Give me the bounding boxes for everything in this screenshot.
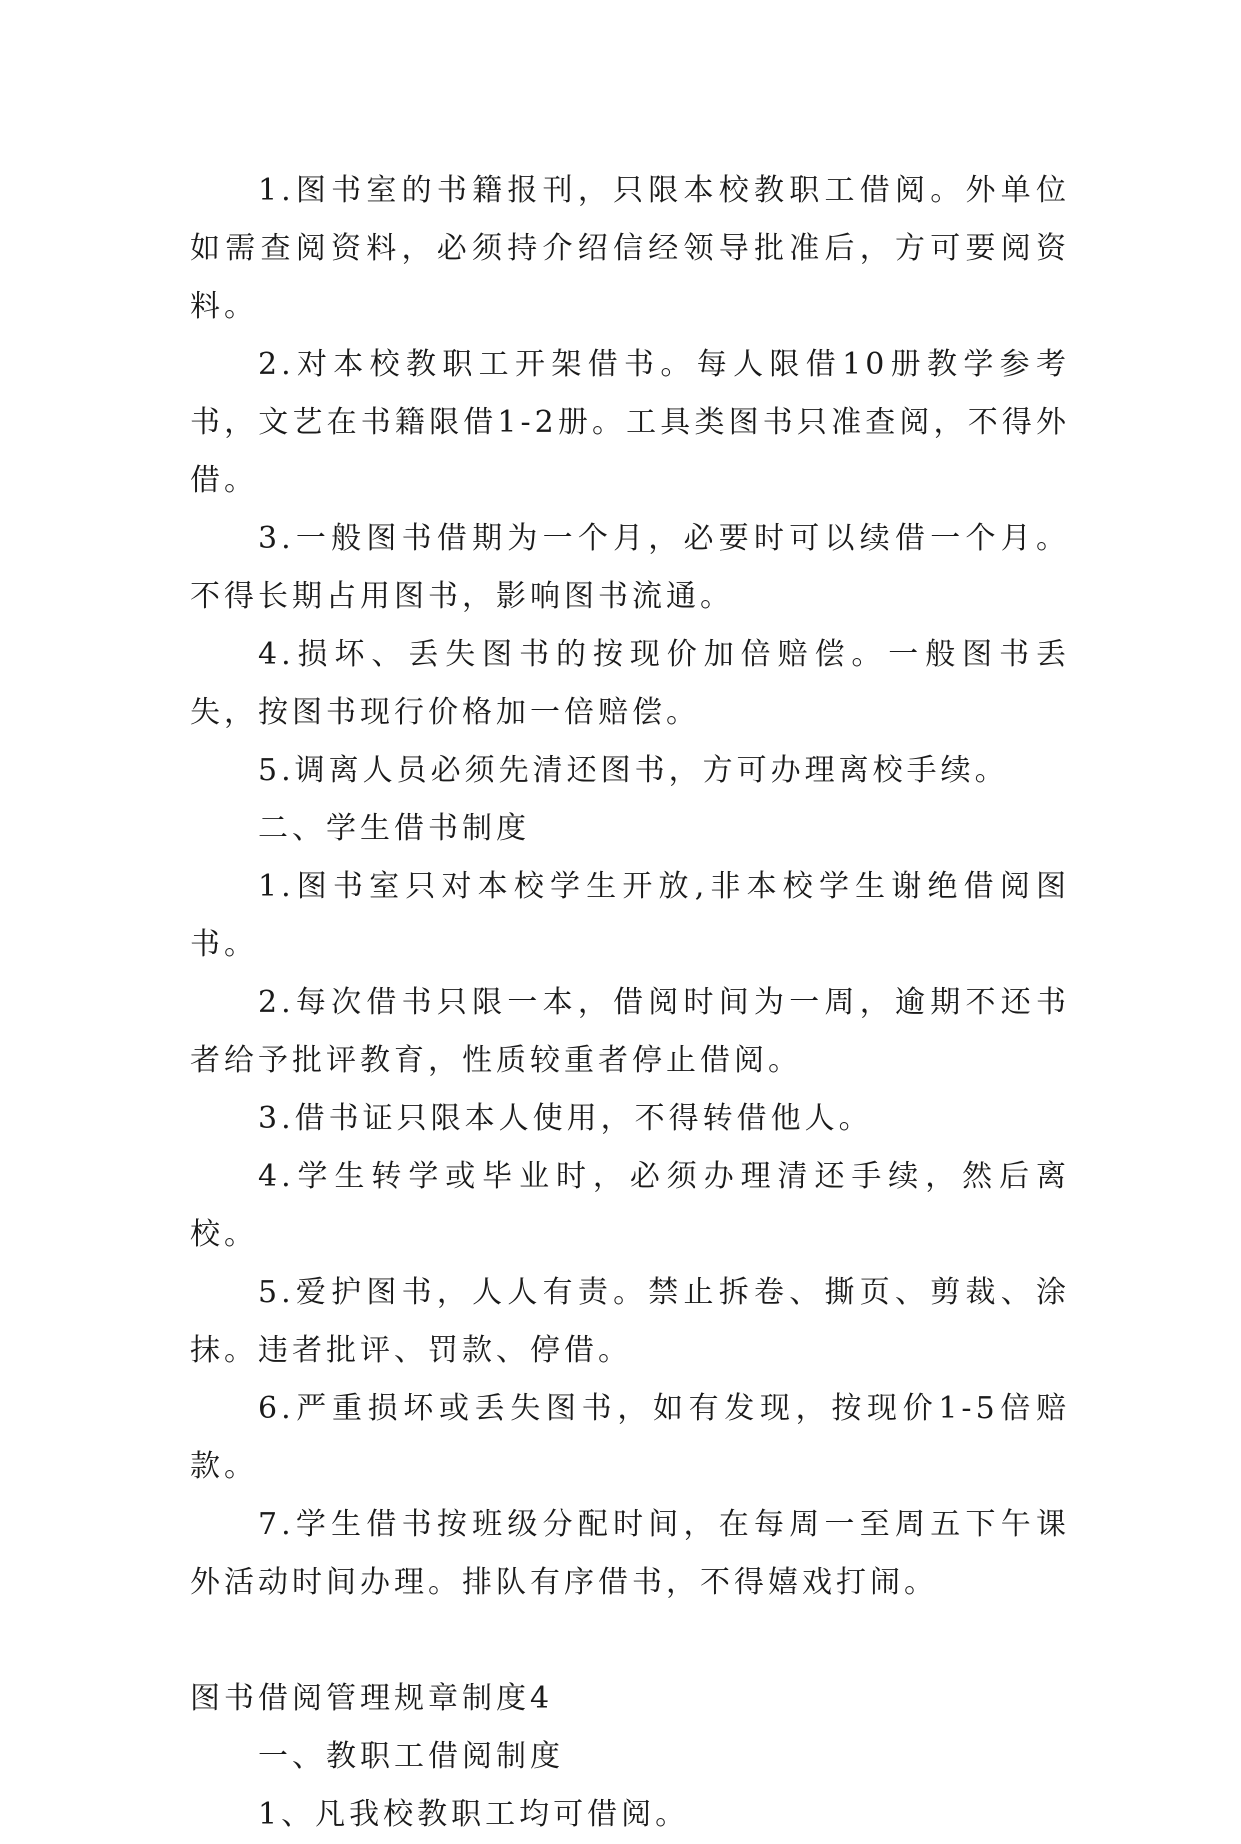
student-rule-2: 2.每次借书只限一本，借阅时间为一周，逾期不还书者给予批评教育，性质较重者停止借阅。 <box>190 985 1070 1078</box>
teacher-rule-4: 4.损坏、丢失图书的按现价加倍赔偿。一般图书丢失，按图书现行价格加一倍赔偿。 <box>190 637 1070 730</box>
student-rule-1: 1.图书室只对本校学生开放,非本校学生谢绝借阅图书。 <box>190 869 1070 962</box>
student-rule-6: 6.严重损坏或丢失图书，如有发现，按现价1-5倍赔款。 <box>190 1391 1070 1484</box>
teacher-section-heading: 一、教职工借阅制度 <box>258 1739 564 1774</box>
teacher-rule-1: 1.图书室的书籍报刊，只限本校教职工借阅。外单位如需查阅资料，必须持介绍信经领导批准后，方可要阅资料。 <box>190 173 1070 324</box>
student-rule-4: 4.学生转学或毕业时，必须办理清还手续，然后离校。 <box>190 1159 1070 1252</box>
student-rule-7: 7.学生借书按班级分配时间，在每周一至周五下午课外活动时间办理。排队有序借书，不得嬉戏打闹。 <box>190 1507 1070 1600</box>
section-spacer <box>190 1612 1070 1670</box>
section4-teacher-rule-1: 1、凡我校教职工均可借阅。 <box>258 1797 690 1832</box>
teacher-rule-3: 3.一般图书借期为一个月，必要时可以续借一个月。不得长期占用图书，影响图书流通。 <box>190 521 1070 614</box>
teacher-rule-2: 2.对本校教职工开架借书。每人限借10册教学参考书，文艺在书籍限借1-2册。工具类图书只准查阅，不得外借。 <box>190 347 1070 498</box>
teacher-rule-5: 5.调离人员必须先清还图书，方可办理离校手续。 <box>258 753 1009 788</box>
student-section-heading: 二、学生借书制度 <box>258 811 530 846</box>
document-title: 图书借阅管理规章制度4 <box>190 1681 554 1716</box>
document-body <box>190 162 1070 1844</box>
student-rule-3: 3.借书证只限本人使用，不得转借他人。 <box>258 1101 873 1136</box>
student-rule-5: 5.爱护图书，人人有责。禁止拆卷、撕页、剪裁、涂抹。违者批评、罚款、停借。 <box>190 1275 1070 1368</box>
